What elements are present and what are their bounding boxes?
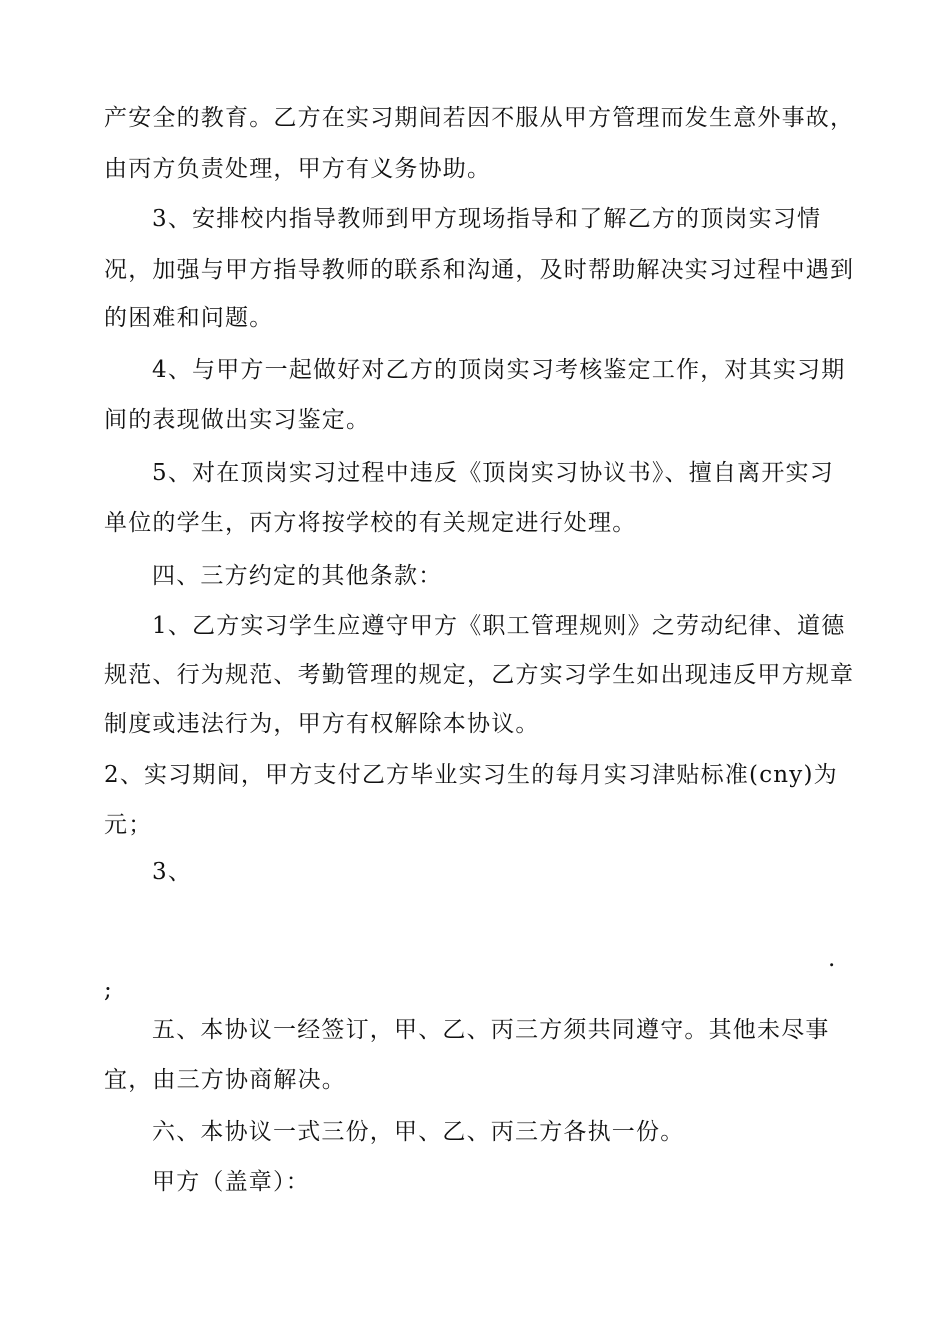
paragraph-2-line-1: 3、安排校内指导教师到甲方现场指导和了解乙方的顶岗实习情 xyxy=(152,206,822,232)
paragraph-6-line-3: 制度或违法行为，甲方有权解除本协议。 xyxy=(104,711,540,737)
party-a-seal-label: 甲方（盖章）： xyxy=(152,1169,310,1195)
paragraph-7-line-2: 元； xyxy=(104,812,153,838)
paragraph-7-line-1: 2、实习期间，甲方支付乙方毕业实习生的每月实习津贴标准(cny)为 xyxy=(104,762,838,788)
paragraph-6-line-2: 规范、行为规范、考勤管理的规定，乙方实习学生如出现违反甲方规章 xyxy=(104,662,855,688)
paragraph-1-line-1: 产安全的教育。乙方在实习期间若因不服从甲方管理而发生意外事故， xyxy=(104,105,855,131)
paragraph-1-line-2: 由丙方负责处理，甲方有义务协助。 xyxy=(104,156,492,182)
paragraph-10-line-1: 五、本协议一经签订，甲、乙、丙三方须共同遵守。其他未尽事 xyxy=(152,1017,830,1043)
paragraph-2-line-3: 的困难和问题。 xyxy=(104,305,274,331)
paragraph-8-line-1: 3、 xyxy=(152,859,193,885)
paragraph-6-line-1: 1、乙方实习学生应遵守甲方《职工管理规则》之劳动纪律、道德 xyxy=(152,613,846,639)
paragraph-9-semicolon: ; xyxy=(104,977,113,1003)
paragraph-3-line-1: 4、与甲方一起做好对乙方的顶岗实习考核鉴定工作，对其实习期 xyxy=(152,357,846,383)
paragraph-10-line-2: 宜，由三方协商解决。 xyxy=(104,1067,346,1093)
paragraph-4-line-2: 单位的学生，丙方将按学校的有关规定进行处理。 xyxy=(104,510,637,536)
paragraph-11-line-1: 六、本协议一式三份，甲、乙、丙三方各执一份。 xyxy=(152,1119,685,1145)
paragraph-2-line-2: 况，加强与甲方指导教师的联系和沟通，及时帮助解决实习过程中遇到 xyxy=(104,257,855,283)
section-four-heading: 四、三方约定的其他条款： xyxy=(152,563,443,589)
paragraph-4-line-1: 5、对在顶岗实习过程中违反《顶岗实习协议书》、擅自离开实习 xyxy=(152,460,834,486)
paragraph-3-line-2: 间的表现做出实习鉴定。 xyxy=(104,407,371,433)
paragraph-9-period: . xyxy=(828,946,837,972)
